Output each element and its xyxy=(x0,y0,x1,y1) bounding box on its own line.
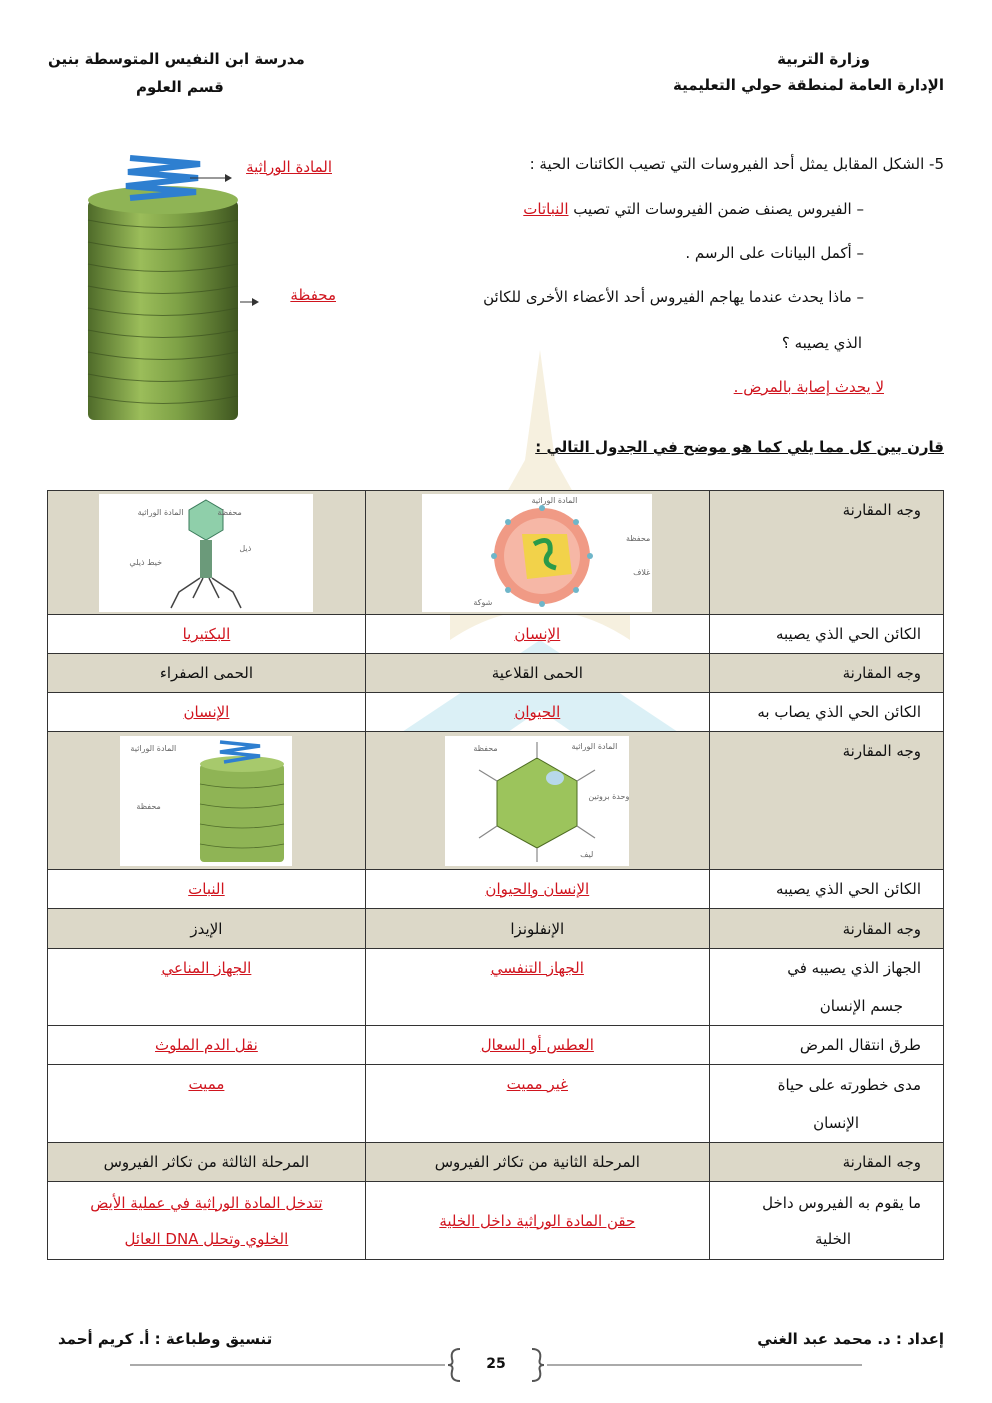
question-item-3-line-1: – ماذا يحدث عندما يهاجم الفيروس أحد الأعضاء الأخرى للكائن xyxy=(483,288,864,306)
row-label-line: الجهاز الذي يصيبه في xyxy=(787,959,921,977)
row-label: طرق انتقال المرض xyxy=(709,1026,943,1065)
table-row xyxy=(48,1065,944,1143)
ministry-name: وزارة التربية xyxy=(777,50,870,68)
answer-cell: الإنسان xyxy=(183,703,230,721)
row-label: الكائن الحي الذي يصاب به xyxy=(709,693,943,732)
answer-cell: نقل الدم الملوث xyxy=(155,1036,258,1054)
table-row xyxy=(48,732,944,870)
cell-image-adenovirus xyxy=(365,732,709,870)
row-label: وجه المقارنة xyxy=(709,1143,943,1182)
row-label-line: مدى خطورته على حياة xyxy=(777,1075,921,1094)
question-stem: 5- الشكل المقابل يمثل أحد الفيروسات التي تصيب الكائنات الحية : xyxy=(529,155,944,173)
answer-cell: الجهاز المناعي xyxy=(161,959,252,977)
answer-cell-multiline xyxy=(48,1182,366,1260)
cell-image-bacteriophage xyxy=(48,491,366,615)
footer-prepared-by: إعداد : د. محمد عبد الغني xyxy=(757,1330,944,1348)
adenovirus-figure xyxy=(445,736,629,866)
tmv-label-capsid: محفظة xyxy=(136,801,161,811)
adeno-label-capsid: محفظة xyxy=(473,743,498,753)
question-item-3-answer: لا يحدث إصابة بالمرض . xyxy=(733,378,884,396)
cell-text: الإنفلونزا xyxy=(365,909,709,949)
department-name: قسم العلوم xyxy=(136,78,224,96)
phage-label-tail: ذيل xyxy=(239,543,252,553)
row-label xyxy=(709,1182,943,1260)
answer-line: تتدخل المادة الوراثية في عملية الأيض xyxy=(90,1193,323,1212)
answer-cell: العطس أو السعال xyxy=(480,1036,594,1054)
answer-cell: حقن المادة الوراثية داخل الخلية xyxy=(439,1211,636,1230)
cell-text: الحمى القلاعية xyxy=(365,654,709,693)
answer-cell: الجهاز التنفسي xyxy=(490,959,584,977)
phage-label-tail-fiber: خيط ذيلي xyxy=(129,557,163,567)
figure-label-capsid: محفظة xyxy=(290,286,336,304)
adeno-label-protein: وحدة بروتين xyxy=(588,791,630,801)
compare-heading: قارن بين كل مما يلي كما هو موضح في الجدول التالي : xyxy=(535,438,944,456)
hiv-label-capsid: محفظة xyxy=(625,533,651,543)
row-label: وجه المقارنة xyxy=(709,654,943,693)
cell-image-tmv xyxy=(48,732,366,870)
row-label-line: ما يقوم به الفيروس داخل xyxy=(762,1193,921,1212)
table-row xyxy=(48,615,944,654)
table-row xyxy=(48,693,944,732)
question-item-3-line-2: الذي يصيبه ؟ xyxy=(781,334,862,352)
table-row xyxy=(48,1143,944,1182)
row-label: وجه المقارنة xyxy=(709,732,943,870)
answer-cell: البكتيريا xyxy=(182,625,231,643)
row-label-line: الإنسان xyxy=(813,1113,859,1132)
hiv-label-envelope: غلاف xyxy=(633,567,651,577)
question-item-1 xyxy=(523,200,864,218)
row-label xyxy=(709,1065,943,1143)
item-1-answer: النباتات xyxy=(523,200,569,218)
table-row xyxy=(48,1182,944,1260)
table-row xyxy=(48,654,944,693)
row-label-line: جسم الإنسان xyxy=(819,997,903,1015)
row-label-line: الخلية xyxy=(815,1229,851,1248)
hiv-label-spike: شوكة xyxy=(473,597,493,607)
hiv-virus-figure xyxy=(422,494,652,612)
table-row xyxy=(48,491,944,615)
row-label: وجه المقارنة xyxy=(709,491,943,615)
row-label xyxy=(709,949,943,1026)
hiv-label-genetic: المادة الوراثية xyxy=(531,495,578,505)
answer-line: الخلوي وتحلل DNA العائل xyxy=(124,1229,289,1248)
footer-coordination: تنسيق وطباعة : أ. كريم أحمد xyxy=(58,1330,273,1348)
page-number: 25 xyxy=(486,1356,506,1372)
answer-cell: غير مميت xyxy=(506,1075,568,1093)
tmv-label-genetic: المادة الوراثية xyxy=(130,743,177,753)
cell-text: الإيدز xyxy=(48,909,366,949)
directorate-name: الإدارة العامة لمنطقة حولي التعليمية xyxy=(672,76,944,94)
school-name: مدرسة ابن النفيس المتوسطة بنين xyxy=(48,50,305,68)
tmv-small-figure xyxy=(120,736,292,866)
table-row xyxy=(48,949,944,1026)
row-label: الكائن الحي الذي يصيبه xyxy=(709,615,943,654)
cell-image-hiv xyxy=(365,491,709,615)
row-label: وجه المقارنة xyxy=(709,909,943,949)
question-item-2: – أكمل البيانات على الرسم . xyxy=(685,244,864,262)
table-row xyxy=(48,909,944,949)
bacteriophage-figure xyxy=(99,494,313,612)
adeno-label-genetic: المادة الوراثية xyxy=(571,741,618,751)
cell-text: الحمى الصفراء xyxy=(48,654,366,693)
answer-cell: مميت xyxy=(188,1075,225,1093)
phage-label-capsid: محفظة xyxy=(217,507,242,517)
row-label: الكائن الحي الذي يصيبه xyxy=(709,870,943,909)
item-1-text: – الفيروس يصنف ضمن الفيروسات التي تصيب xyxy=(573,200,864,218)
answer-cell: الحيوان xyxy=(514,703,561,721)
cell-text: المرحلة الثانية من تكاثر الفيروس xyxy=(365,1143,709,1182)
figure-label-genetic-material: المادة الوراثية xyxy=(246,158,332,176)
answer-cell: الإنسان والحيوان xyxy=(485,880,590,898)
table-row xyxy=(48,1026,944,1065)
cell-text: المرحلة الثالثة من تكاثر الفيروس xyxy=(48,1143,366,1182)
table-row xyxy=(48,870,944,909)
answer-cell: الإنسان xyxy=(514,625,561,643)
phage-label-genetic: المادة الوراثية xyxy=(137,507,184,517)
comparison-table xyxy=(47,490,944,1260)
answer-cell: النبات xyxy=(188,880,225,898)
adeno-label-fiber: ليف xyxy=(580,849,594,859)
